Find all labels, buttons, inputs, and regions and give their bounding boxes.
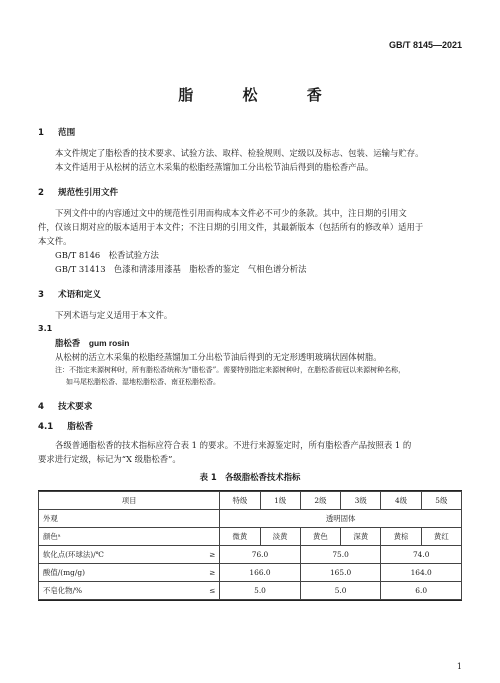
- table-row: [39, 528, 462, 546]
- subsection-number: 4.1: [38, 422, 54, 432]
- requirements-line-1: 各级普通脂松香的技术指标应符合表 1 的要求。不进行来源鉴定时，所有脂松香产品按照表 1 的: [55, 440, 412, 450]
- row-label: 外观: [39, 510, 220, 528]
- table-row: [39, 582, 462, 600]
- section-title: 规范性引用文件: [57, 188, 119, 198]
- comparison-symbol: ≥: [205, 564, 220, 582]
- section-title: 范围: [57, 128, 76, 138]
- section-1-heading: [38, 126, 462, 140]
- references-intro-line-1: 下列文件中的内容通过文中的规范性引用而构成本文件必不可少的条款。其中，注日期的引用文: [55, 208, 407, 218]
- table-row: [39, 510, 462, 528]
- table-header-row: [39, 492, 462, 510]
- cell-value: 74.0: [381, 546, 462, 564]
- header-grade: 5级: [421, 492, 461, 510]
- section-number: 4: [38, 402, 44, 412]
- cell-value: 5.0: [220, 582, 301, 600]
- cell-value: 黄红: [421, 528, 461, 546]
- row-label: 颜色ᵃ: [39, 528, 220, 546]
- term-note-line-2: 如马尾松脂松香、湿地松脂松香、南亚松脂松香。: [66, 378, 220, 386]
- term-note-line-1: 注：不指定来源树种时，所有脂松香统称为“脂松香”。需要特别指定来源树种时，在脂松香前冠以来源树种名称，: [55, 366, 406, 374]
- section-number: 3: [38, 290, 44, 300]
- row-label: 不皂化物/%: [39, 582, 206, 600]
- term-number: 3.1: [38, 324, 53, 333]
- document-title: 脂 松 香: [178, 86, 344, 104]
- reference-item: GB/T 31413 色漆和清漆用漆基 脂松香的鉴定 气相色谱分析法: [55, 264, 307, 274]
- subsection-4-1-heading: [38, 420, 462, 434]
- cell-value: 166.0: [220, 564, 301, 582]
- term-english: gum rosin: [88, 338, 130, 348]
- section-4-heading: [38, 400, 462, 414]
- cell-value: 淡黄: [260, 528, 300, 546]
- header-grade: 1级: [260, 492, 300, 510]
- cell-value: 透明固体: [220, 510, 462, 528]
- comparison-symbol: ≥: [205, 546, 220, 564]
- section-2-heading: [38, 186, 462, 200]
- cell-value: 165.0: [300, 564, 381, 582]
- header-grade: 4级: [381, 492, 421, 510]
- row-label: 软化点(环球法)/℃: [39, 546, 206, 564]
- requirements-line-2: 要求进行定级，标记为“X 级脂松香”。: [38, 454, 181, 464]
- section-title: 术语和定义: [57, 290, 101, 300]
- cell-value: 5.0: [300, 582, 381, 600]
- references-intro-line-2: 件，仅该日期对应的版本适用于本文件；不注日期的引用文件，其最新版本（包括所有的修改单）适用于: [38, 222, 424, 232]
- row-label: 酸值/(mg/g): [39, 564, 206, 582]
- header-grade: 3级: [341, 492, 381, 510]
- cell-value: 75.0: [300, 546, 381, 564]
- cell-value: 微黄: [220, 528, 260, 546]
- scope-paragraph-1: 本文件规定了脂松香的技术要求、试验方法、取样、检验规则、定级以及标志、包装、运输与贮存。: [55, 148, 424, 158]
- table-caption: 表 1 各级脂松香技术指标: [199, 472, 301, 482]
- cell-value: 164.0: [381, 564, 462, 582]
- section-3-heading: [38, 288, 462, 302]
- references-intro-line-3: 本文件。: [38, 236, 72, 246]
- document-body: [38, 126, 462, 601]
- cell-value: 黄棕: [381, 528, 421, 546]
- section-title: 技术要求: [57, 402, 93, 412]
- cell-value: 黄色: [300, 528, 340, 546]
- reference-item: GB/T 8146 松香试验方法: [55, 250, 159, 260]
- section-number: 2: [38, 188, 44, 198]
- header-grade: 2级: [300, 492, 340, 510]
- table-row: [39, 546, 462, 564]
- header-item: 项目: [39, 492, 220, 510]
- term-name: [38, 336, 462, 350]
- table-row: [39, 564, 462, 582]
- section-number: 1: [38, 128, 44, 138]
- cell-value: 76.0: [220, 546, 301, 564]
- page-number: 1: [456, 662, 462, 671]
- standard-code: GB/T 8145—2021: [388, 40, 462, 50]
- header-grade: 特级: [220, 492, 260, 510]
- comparison-symbol: ≤: [205, 582, 220, 600]
- specification-table: [38, 490, 462, 601]
- cell-value: 深黄: [341, 528, 381, 546]
- scope-paragraph-2: 本文件适用于从松树的活立木采集的松脂经蒸馏加工分出松节油后得到的脂松香产品。: [55, 162, 374, 172]
- term-definition: 从松树的活立木采集的松脂经蒸馏加工分出松节油后得到的无定形透明玻璃状固体树脂。: [55, 352, 382, 362]
- subsection-title: 脂松香: [67, 422, 94, 432]
- term-chinese: 脂松香: [55, 338, 81, 348]
- terms-intro: 下列术语与定义适用于本文件。: [55, 310, 173, 320]
- cell-value: 6.0: [381, 582, 462, 600]
